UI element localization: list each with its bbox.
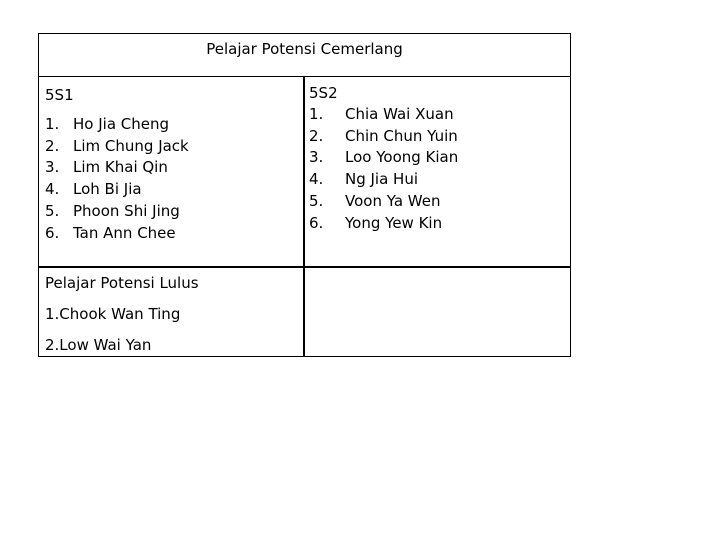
list-number: 4.: [45, 180, 60, 199]
student-name: Chia Wai Xuan: [345, 105, 454, 123]
class-5s2-cell: [309, 82, 559, 234]
lulus-student: 2.Low Wai Yan: [45, 336, 152, 354]
list-item: [309, 126, 559, 148]
list-item: [45, 114, 295, 136]
list-number: 2.: [45, 136, 60, 155]
list-number: 4.: [309, 170, 324, 189]
list-item: [45, 223, 295, 245]
student-name: Loh Bi Jia: [73, 180, 142, 199]
list-number: 6.: [45, 223, 60, 242]
list-number: 1.: [309, 105, 324, 123]
list-item: [45, 179, 295, 201]
class-5s1-cell: [45, 84, 295, 244]
student-name: Lim Khai Qin: [73, 158, 168, 177]
list-item: [45, 201, 295, 223]
list-item: [309, 169, 559, 191]
list-number: 5.: [45, 201, 60, 220]
student-name: Chin Chun Yuin: [345, 126, 458, 145]
list-item: [309, 191, 559, 213]
student-name: Loo Yoong Kian: [345, 148, 459, 167]
list-number: 1.: [45, 115, 60, 133]
student-name: Tan Ann Chee: [73, 223, 176, 242]
lulus-student: 1.Chook Wan Ting: [45, 305, 181, 323]
lulus-heading: Pelajar Potensi Lulus: [45, 274, 199, 292]
list-number: 5.: [309, 191, 324, 210]
student-name: Phoon Shi Jing: [73, 201, 180, 220]
list-item: [309, 104, 559, 126]
column-divider: [303, 77, 305, 356]
student-name: Lim Chung Jack: [73, 136, 189, 155]
list-item: [45, 136, 295, 158]
list-number: 2.: [309, 126, 324, 145]
list-item: [309, 213, 559, 235]
class-5s1-heading: 5S1: [45, 86, 74, 104]
list-item: [309, 147, 559, 169]
list-number: 3.: [309, 148, 324, 167]
list-number: 6.: [309, 213, 324, 232]
lulus-cell: [45, 272, 295, 365]
class-5s1-list: [45, 114, 295, 244]
table-title: Pelajar Potensi Cemerlang: [39, 34, 570, 77]
class-5s2-heading: 5S2: [309, 84, 338, 102]
student-name: Voon Ya Wen: [345, 191, 441, 210]
row-divider: [39, 266, 570, 268]
list-number: 3.: [45, 158, 60, 177]
student-table: [38, 33, 571, 357]
student-name: Ng Jia Hui: [345, 170, 419, 189]
student-name: Ho Jia Cheng: [73, 115, 170, 133]
student-name: Yong Yew Kin: [345, 213, 443, 232]
list-item: [45, 157, 295, 179]
class-5s2-list: [309, 104, 559, 234]
